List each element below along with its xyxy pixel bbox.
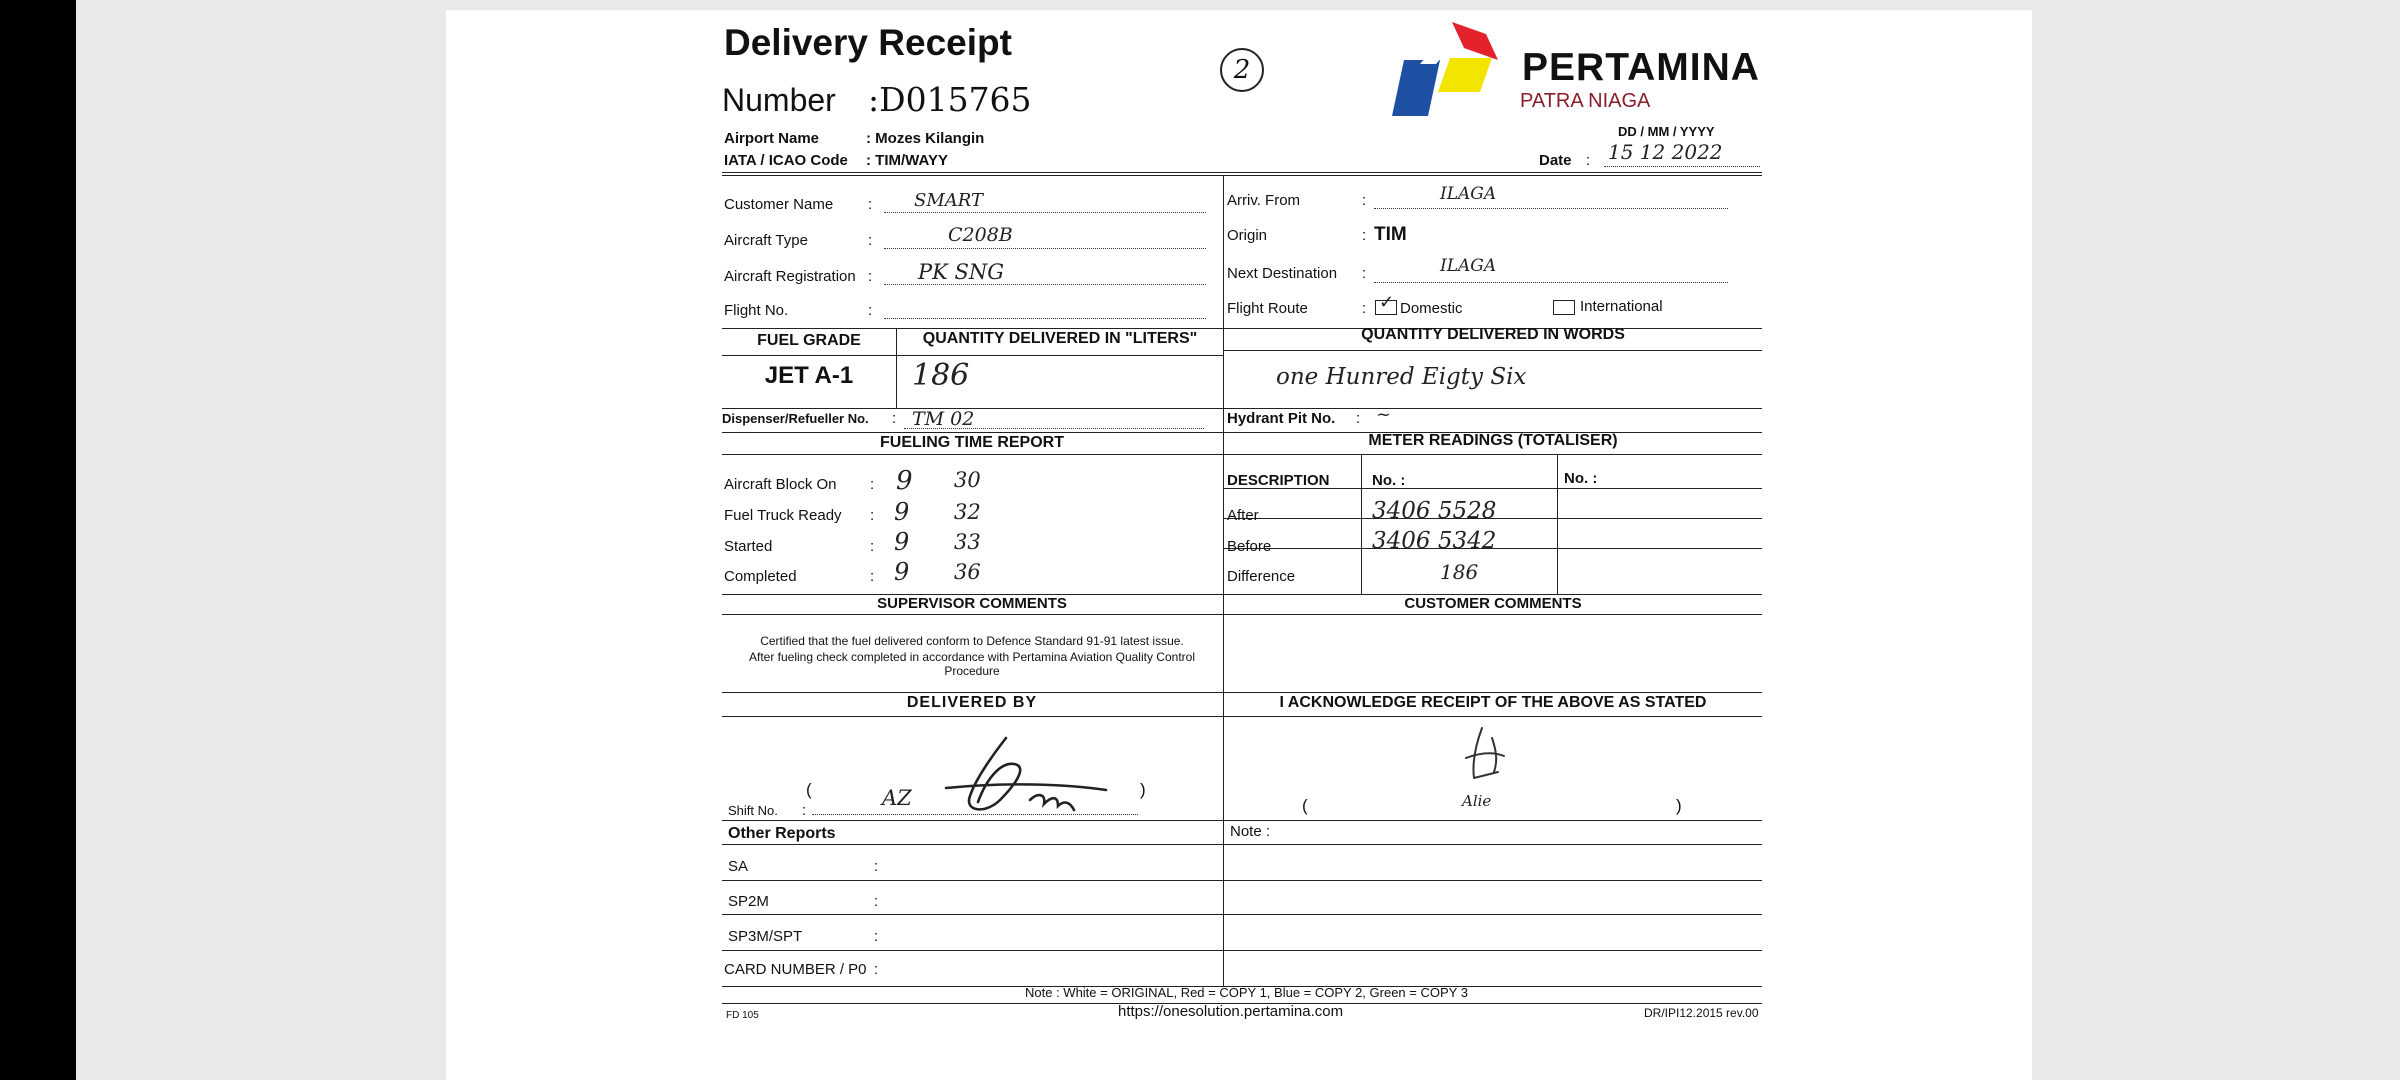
flight-route-label: Flight Route — [1227, 300, 1308, 317]
time-label-started: Started — [724, 538, 773, 555]
qty-liters-value: 186 — [912, 358, 970, 393]
form-code: FD 105 — [726, 1010, 759, 1021]
meter-label-after: After — [1227, 507, 1259, 524]
customer-comments-header: CUSTOMER COMMENTS — [1404, 595, 1582, 612]
acknowledge-header: I ACKNOWLEDGE RECEIPT OF THE ABOVE AS STATED — [1279, 694, 1707, 711]
iata-value: : TIM/WAYY — [866, 152, 948, 169]
page-mark — [1220, 48, 1264, 92]
meter-label-difference: Difference — [1227, 568, 1296, 585]
hydrant-label: Hydrant Pit No. — [1227, 410, 1336, 427]
copy-note: Note : White = ORIGINAL, Red = COPY 1, Blue = COPY 2, Green = COPY 3 — [1025, 985, 1468, 1000]
other-row-sp2m: SP2M — [728, 893, 769, 910]
time-hour-completed: 9 — [894, 558, 910, 586]
document-page: Delivery Receipt Number :D015765 2 PERTAMINA PATRA NIAGA Airport Name : Mozes Kilangin IATA / ICAO Code : TIM/WAYY DD / MM / YYYY Date : 15 12 2022 Customer Name Aircraft Type Aircraft Registration Flight No. : : : : SMART C208B PK SNG Arriv. From Origin Next Destination Flight Route : : : : ILAGA TIM ILAGA ✓ Domestic International FUEL GRADE QUANTITY DELIVERED IN "LITERS" QUANTITY DELIVERED IN WORDS JET A-1 186 one Hunred Eigty Six Dispenser/Refueller No. : TM 02 Hydrant Pit No. : ~ FUELING TIME REPORT METER READINGS (TOTALISER) Aircraft Block On Fuel Truck Ready Started Completed : : : : 9 30 9 32 9 33 9 36 DESCRIPTION No. : No. : After Before Difference 3406 5528 3406 5342 186 SUPERVISOR COMMENTS CUSTOMER COMMENTS Certified that the fuel delivered conform to Defence Standard 91-91 latest issue. After fueling check completed in accordance with Pertamina Aviation Quality Control Procedure DELIVERED BY I ACKNOWLEDGE RECEIPT OF THE ABOVE AS STATED ( ) ( ) Shift No. : AZ Alie Other Reports Note : SA SP2M SP3M/SPT CARD NUMBER / P0 : : : : Note : White = ORIGINAL, Red = COPY 1, Blue = COPY 2, Green = COPY 3 FD 105 https://onesolution.pertamina.com DR/IPI12.2015 rev.00 — [446, 10, 2032, 1080]
dispenser-label: Dispenser/Refueller No. — [722, 411, 869, 426]
revision-code: DR/IPI12.2015 rev.00 — [1644, 1006, 1759, 1020]
time-hour-fuel-truck-ready: 9 — [894, 498, 910, 526]
domestic-label: Domestic — [1400, 300, 1463, 317]
other-row-sa: SA — [728, 858, 749, 875]
meter-label-before: Before — [1227, 538, 1272, 555]
time-min-aircraft-block-on: 30 — [954, 468, 981, 492]
origin-label: Origin — [1227, 227, 1268, 244]
supervisor-comment-line1: Certified that the fuel delivered conform to Defence Standard 91-91 latest issue. — [760, 634, 1184, 648]
meter-value-after: 3406 5528 — [1372, 498, 1497, 524]
meter-no2-header: No. : — [1564, 470, 1598, 487]
receipt-number: :D015765 — [868, 80, 1032, 119]
time-hour-started: 9 — [894, 528, 910, 556]
viewer-left-bar — [0, 0, 76, 1080]
time-hour-aircraft-block-on: 9 — [896, 466, 913, 496]
fuel-grade-value: JET A-1 — [764, 362, 854, 389]
arriv-from-value: ILAGA — [1440, 184, 1497, 204]
next-destination-value: ILAGA — [1440, 256, 1497, 276]
date-value: 15 12 2022 — [1608, 140, 1723, 164]
document-title: Delivery Receipt — [724, 22, 1012, 63]
meter-readings-header: METER READINGS (TOTALISER) — [1368, 432, 1618, 449]
domestic-check-mark-icon: ✓ — [1379, 292, 1395, 313]
supervisor-comments-header: SUPERVISOR COMMENTS — [877, 595, 1067, 612]
date-format: DD / MM / YYYY — [1618, 124, 1715, 139]
airport-label: Airport Name — [724, 130, 820, 147]
note-label: Note : — [1230, 823, 1271, 840]
qty-words-value: one Hunred Eigty Six — [1276, 364, 1527, 390]
acknowledge-signature-icon — [1452, 722, 1522, 794]
delivered-signature-icon — [906, 726, 1116, 818]
footer-url: https://onesolution.pertamina.com — [1118, 1003, 1344, 1020]
meter-value-difference: 186 — [1440, 560, 1479, 584]
iata-label: IATA / ICAO Code — [724, 152, 848, 169]
customer-name-label: Customer Name — [724, 196, 834, 213]
aircraft-type-label: Aircraft Type — [724, 232, 808, 249]
airport-value: : Mozes Kilangin — [866, 130, 985, 147]
fueling-time-header: FUELING TIME REPORT — [880, 434, 1064, 451]
time-min-fuel-truck-ready: 32 — [954, 500, 981, 524]
dispenser-value: TM 02 — [912, 408, 975, 430]
qty-liters-header: QUANTITY DELIVERED IN "LITERS" — [922, 330, 1198, 347]
time-label-completed: Completed — [724, 568, 797, 585]
pertamina-logo-icon — [1390, 20, 1514, 116]
meter-no-header: No. : — [1372, 472, 1406, 489]
time-min-started: 33 — [954, 530, 981, 554]
delivered-by-header: DELIVERED BY — [906, 694, 1038, 711]
international-checkbox — [1553, 300, 1575, 315]
number-label: Number — [722, 82, 836, 118]
other-row-card-number: CARD NUMBER / P0 — [724, 961, 867, 978]
shift-no-label: Shift No. — [728, 803, 778, 818]
aircraft-type-value: C208B — [948, 224, 1013, 246]
time-min-completed: 36 — [954, 560, 981, 584]
brand-subtitle: PATRA NIAGA — [1520, 90, 1651, 112]
next-destination-label: Next Destination — [1227, 265, 1338, 282]
delivered-by-name: AZ — [882, 786, 912, 810]
date-label: Date — [1539, 152, 1572, 169]
origin-value: TIM — [1374, 224, 1407, 245]
fuel-grade-header: FUEL GRADE — [757, 332, 861, 349]
international-label: International — [1580, 298, 1663, 315]
arriv-from-label: Arriv. From — [1227, 192, 1301, 209]
brand-name: PERTAMINA — [1522, 46, 1760, 89]
acknowledge-name: Alie — [1462, 792, 1492, 810]
hydrant-value: ~ — [1376, 404, 1392, 425]
customer-name-value: SMART — [914, 190, 984, 211]
other-reports-header: Other Reports — [728, 825, 836, 842]
qty-words-header: QUANTITY DELIVERED IN WORDS — [1361, 326, 1625, 343]
viewer-top-strip — [76, 0, 2400, 10]
other-row-sp3m: SP3M/SPT — [728, 928, 803, 945]
time-label-fuel-truck-ready: Fuel Truck Ready — [724, 507, 842, 524]
supervisor-comment-line2: After fueling check completed in accordance with Pertamina Aviation Quality Control Procedure — [748, 650, 1195, 678]
meter-description-header: DESCRIPTION — [1227, 472, 1330, 489]
page-mark-number: 2 — [1233, 55, 1251, 85]
meter-value-before: 3406 5342 — [1372, 528, 1497, 554]
flight-no-label: Flight No. — [724, 302, 789, 319]
aircraft-registration-value: PK SNG — [918, 260, 1005, 284]
time-label-aircraft-block-on: Aircraft Block On — [724, 476, 837, 493]
aircraft-registration-label: Aircraft Registration — [724, 268, 856, 285]
